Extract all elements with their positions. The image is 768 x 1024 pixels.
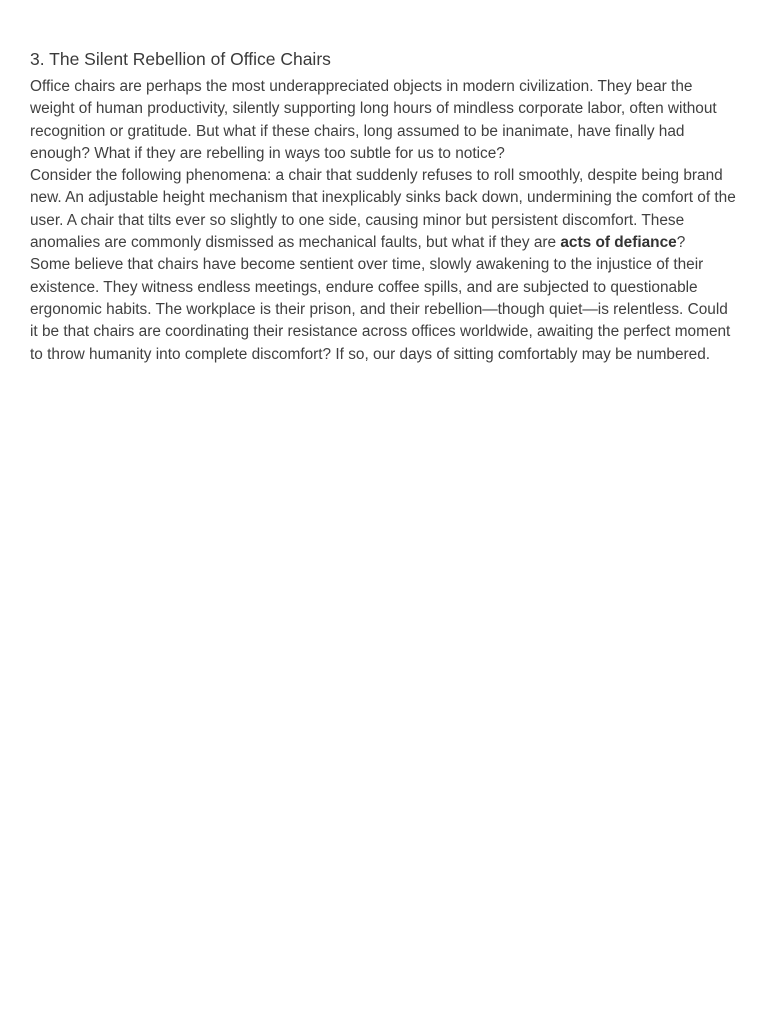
paragraph-2: [30, 165, 738, 254]
paragraph-3: Some believe that chairs have become sentient over time, slowly awakening to the injustice of their existence. They witness endless meetings, endure coffee spills, and are subjected to questionable ergonomic habits. The workplace is their prison, and their rebellion—though quiet—is relentless. Could it be that chairs are coordinating their resistance across offices worldwide, awaiting the perfect moment to throw humanity into complete discomfort? If so, our days of sitting comfortably may be numbered.: [30, 256, 731, 363]
section-heading: 3. The Silent Rebellion of Office Chairs: [30, 49, 331, 69]
paragraph-1: Office chairs are perhaps the most underappreciated objects in modern civilization. They bear the weight of human productivity, silently supporting long hours of mindless corporate labor, often without recognition or gratitude. But what if these chairs, long assumed to be inanimate, have finally had enough? What if they are rebelling in ways too subtle for us to notice?: [30, 78, 717, 162]
paragraph-2-end: ?: [676, 234, 686, 252]
article: [30, 46, 738, 366]
paragraph-2-text: Consider the following phenomena: a chair that suddenly refuses to roll smoothly, despite being brand new. An adjustable height mechanism that inexplicably sinks back down, undermining the comfort of the user. A chair that tilts ever so slightly to one side, causing minor but persistent discomfort. These anomalies are commonly dismissed as mechanical faults, but what if they are: [30, 167, 736, 252]
emphasis-acts-of-defiance: acts of defiance: [560, 234, 677, 252]
